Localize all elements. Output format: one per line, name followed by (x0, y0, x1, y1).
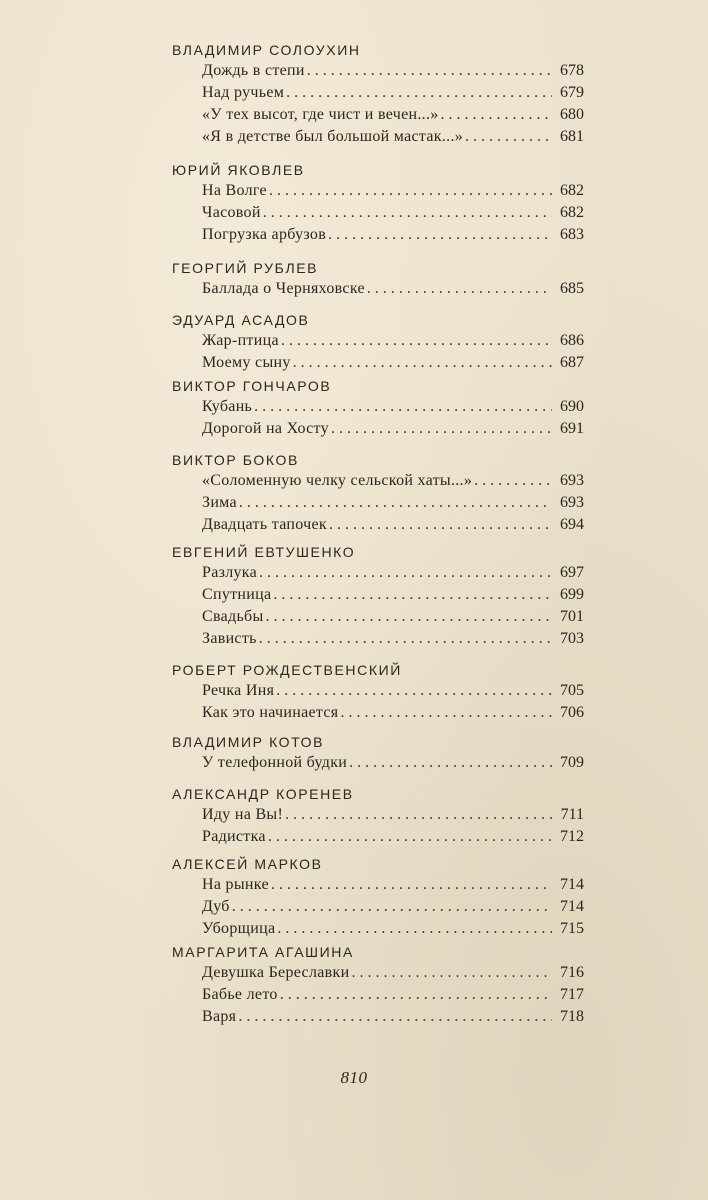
toc-section (172, 310, 584, 374)
dot-leader (331, 418, 552, 440)
entry-page-number: 718 (560, 1008, 584, 1025)
toc-entry (202, 396, 584, 418)
entry-page-number: 693 (560, 472, 584, 489)
entry-page-number: 705 (560, 682, 584, 699)
dot-leader (269, 180, 552, 202)
entry-title: Над ручьем (202, 84, 285, 101)
toc-entry (202, 562, 584, 584)
toc-entry (202, 804, 584, 826)
entry-page-number: 679 (560, 84, 584, 101)
entry-title: Радистка (202, 828, 266, 845)
entry-title: На Волге (202, 182, 267, 199)
entry-page-number: 715 (560, 920, 584, 937)
dot-leader (280, 984, 552, 1006)
dot-leader (329, 514, 552, 536)
page-number: 810 (340, 1068, 368, 1087)
dot-leader (232, 896, 552, 918)
toc-entry (202, 896, 584, 918)
entry-title: Дорогой на Хосту (202, 420, 329, 437)
author-heading: ЕВГЕНИЙ ЕВТУШЕНКО (172, 544, 356, 560)
toc-entry (202, 202, 584, 224)
dot-leader (328, 224, 552, 246)
entry-title: Зима (202, 494, 237, 511)
entry-page-number: 712 (560, 828, 584, 845)
dot-leader (281, 330, 552, 352)
entry-title: Дождь в степи (202, 62, 305, 79)
entry-title: «Соломенную челку сельской хаты...» (202, 472, 473, 489)
entry-title: Речка Иня (202, 682, 275, 699)
entry-page-number: 687 (560, 354, 584, 371)
toc-entry (202, 224, 584, 246)
toc-entry (202, 82, 584, 104)
entry-title: «У тех высот, где чист и вечен...» (202, 106, 439, 123)
dot-leader (276, 680, 552, 702)
entry-page-number: 717 (560, 986, 584, 1003)
toc-entry (202, 874, 584, 896)
dot-leader (266, 606, 552, 628)
toc-entry (202, 584, 584, 606)
toc-section (172, 40, 584, 148)
author-heading: ЮРИЙ ЯКОВЛЕВ (172, 162, 305, 178)
entry-page-number: 678 (560, 62, 584, 79)
toc-entry (202, 918, 584, 940)
entry-page-number: 681 (560, 128, 584, 145)
entry-page-number: 716 (560, 964, 584, 981)
toc-entry (202, 752, 584, 774)
entry-title: Двадцать тапочек (202, 516, 327, 533)
entry-page-number: 680 (560, 106, 584, 123)
dot-leader (286, 82, 552, 104)
toc-entry (202, 180, 584, 202)
entry-page-number: 682 (560, 204, 584, 221)
entry-title: Дуб (202, 898, 230, 915)
entry-title: Разлука (202, 564, 258, 581)
entry-title: Иду на Вы! (202, 806, 284, 823)
author-heading: ГЕОРГИЙ РУБЛЕВ (172, 260, 319, 276)
dot-leader (285, 804, 552, 826)
entry-page-number: 686 (560, 332, 584, 349)
dot-leader (239, 492, 552, 514)
dot-leader (349, 752, 552, 774)
author-heading: МАРГАРИТА АГАШИНА (172, 944, 354, 960)
dot-leader (474, 470, 552, 492)
toc-entry (202, 826, 584, 848)
toc-entry (202, 984, 584, 1006)
entry-page-number: 714 (560, 876, 584, 893)
dot-leader (238, 1006, 552, 1028)
entry-title: Моему сыну (202, 354, 291, 371)
toc-entry (202, 126, 584, 148)
entry-title: Погрузка арбузов (202, 226, 327, 243)
dot-leader (441, 104, 552, 126)
entry-title: Спутница (202, 586, 272, 603)
table-of-contents (172, 40, 584, 1028)
entry-page-number: 691 (560, 420, 584, 437)
entry-page-number: 709 (560, 754, 584, 771)
entry-title: Как это начинается (202, 704, 339, 721)
toc-entry (202, 628, 584, 650)
dot-leader (465, 126, 552, 148)
toc-section (172, 376, 584, 440)
toc-section (172, 854, 584, 940)
author-heading: РОБЕРТ РОЖДЕСТВЕНСКИЙ (172, 662, 402, 678)
entry-page-number: 685 (560, 280, 584, 297)
author-heading: АЛЕКСАНДР КОРЕНЕВ (172, 786, 354, 802)
dot-leader (273, 584, 552, 606)
author-heading: ВИКТОР БОКОВ (172, 452, 299, 468)
entry-title: «Я в детстве был большой мастак...» (202, 128, 464, 145)
entry-page-number: 683 (560, 226, 584, 243)
dot-leader (268, 826, 552, 848)
entry-title: Жар-птица (202, 332, 279, 349)
toc-section (172, 942, 584, 1028)
entry-page-number: 697 (560, 564, 584, 581)
entry-title: Часовой (202, 204, 261, 221)
toc-entry (202, 492, 584, 514)
dot-leader (293, 352, 552, 374)
entry-title: Свадьбы (202, 608, 264, 625)
entry-page-number: 693 (560, 494, 584, 511)
author-heading: ВЛАДИМИР КОТОВ (172, 734, 325, 750)
author-heading: ВЛАДИМИР СОЛОУХИН (172, 42, 361, 58)
toc-entry (202, 278, 584, 300)
dot-leader (367, 278, 552, 300)
dot-leader (263, 202, 552, 224)
dot-leader (307, 60, 552, 82)
entry-title: Уборщица (202, 920, 276, 937)
entry-title: Баллада о Черняховске (202, 280, 365, 297)
dot-leader (254, 396, 552, 418)
toc-section (172, 258, 584, 300)
toc-entry (202, 104, 584, 126)
toc-section (172, 542, 584, 650)
dot-leader (340, 702, 552, 724)
dot-leader (271, 874, 552, 896)
entry-page-number: 690 (560, 398, 584, 415)
entry-title: На рынке (202, 876, 269, 893)
entry-title: Кубань (202, 398, 253, 415)
toc-entry (202, 352, 584, 374)
toc-entry (202, 514, 584, 536)
toc-entry (202, 470, 584, 492)
entry-page-number: 682 (560, 182, 584, 199)
entry-title: Зависть (202, 630, 257, 647)
author-heading: АЛЕКСЕЙ МАРКОВ (172, 856, 323, 872)
entry-page-number: 706 (560, 704, 584, 721)
entry-title: Бабье лето (202, 986, 278, 1003)
toc-entry (202, 330, 584, 352)
dot-leader (259, 628, 552, 650)
entry-page-number: 699 (560, 586, 584, 603)
toc-entry (202, 418, 584, 440)
entry-title: Варя (202, 1008, 237, 1025)
entry-page-number: 714 (560, 898, 584, 915)
author-heading: ВИКТОР ГОНЧАРОВ (172, 378, 332, 394)
toc-entry (202, 702, 584, 724)
entry-page-number: 694 (560, 516, 584, 533)
dot-leader (277, 918, 552, 940)
author-heading: ЭДУАРД АСАДОВ (172, 312, 310, 328)
toc-entry (202, 60, 584, 82)
toc-entry (202, 680, 584, 702)
toc-entry (202, 606, 584, 628)
toc-section (172, 784, 584, 848)
entry-title: У телефонной будки (202, 754, 348, 771)
entry-page-number: 701 (560, 608, 584, 625)
toc-section (172, 732, 584, 774)
dot-leader (351, 962, 552, 984)
toc-section (172, 160, 584, 246)
entry-page-number: 711 (560, 806, 584, 823)
toc-entry (202, 962, 584, 984)
entry-title: Девушка Береславки (202, 964, 350, 981)
toc-section (172, 660, 584, 724)
entry-page-number: 703 (560, 630, 584, 647)
toc-entry (202, 1006, 584, 1028)
dot-leader (259, 562, 552, 584)
toc-section (172, 450, 584, 536)
